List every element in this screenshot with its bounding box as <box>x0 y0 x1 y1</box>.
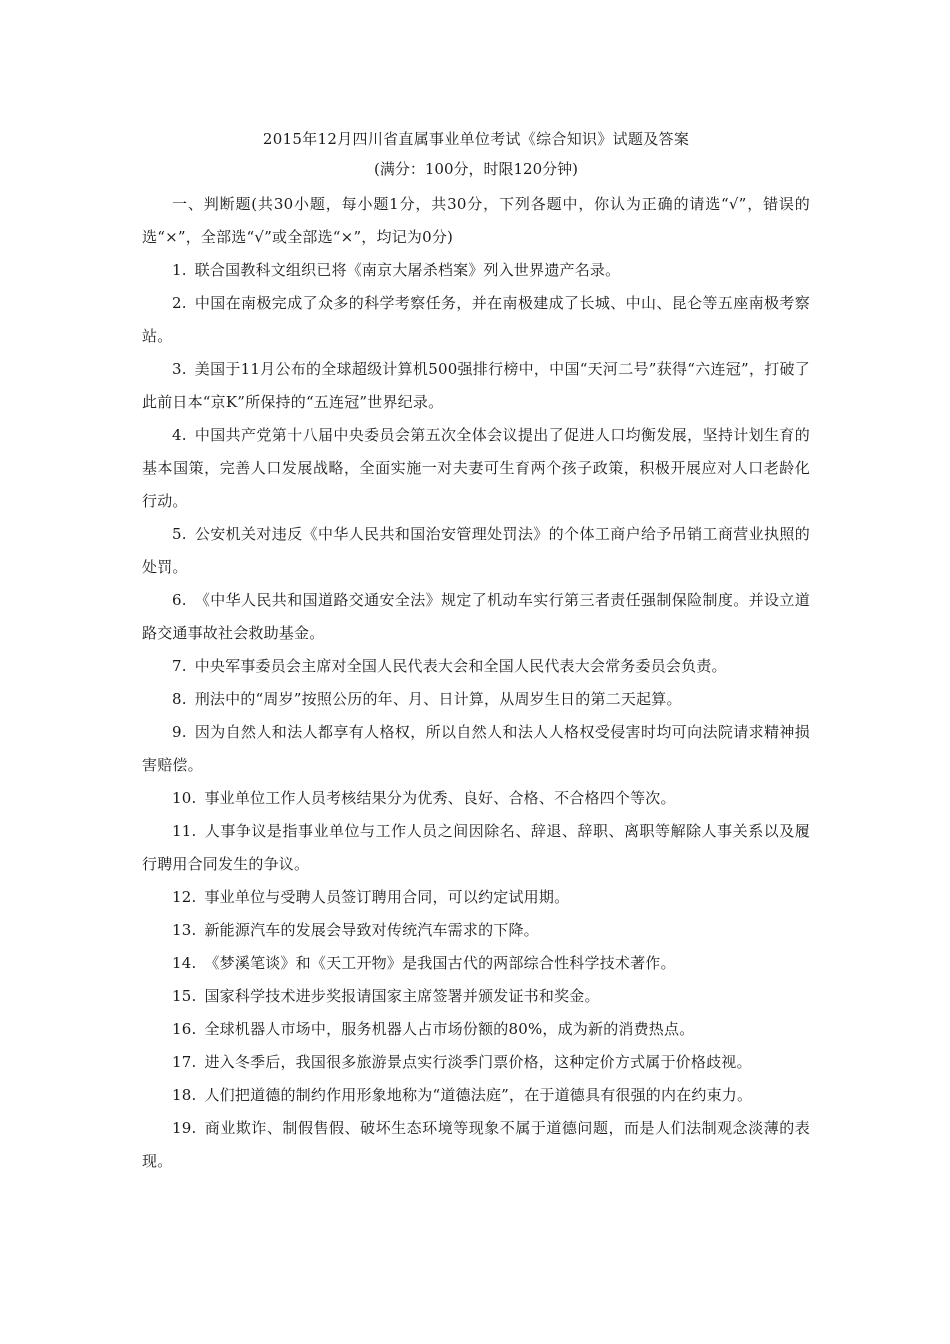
question-item <box>142 287 810 353</box>
document-subtitle: (满分：100分，时限120分钟) <box>374 160 578 178</box>
question-number: 1. <box>172 261 187 279</box>
question-text: 事业单位与受聘人员签订聘用合同，可以约定试用期。 <box>204 888 570 906</box>
question-number: 10. <box>172 789 197 807</box>
question-item <box>142 650 810 683</box>
section-heading: 一、判断题(共30小题，每小题1分，共30分，下列各题中，你认为正确的请选“√”，错误的选“×”，全部选“√”或全部选“×”，均记为0分) <box>142 195 810 246</box>
question-item <box>142 1079 810 1112</box>
question-number: 13. <box>172 921 197 939</box>
question-item <box>142 881 810 914</box>
question-item <box>142 254 810 287</box>
question-number: 8. <box>172 690 187 708</box>
question-number: 4. <box>172 426 187 444</box>
question-text: 中国在南极完成了众多的科学考察任务，并在南极建成了长城、中山、昆仑等五座南极考察站。 <box>142 294 810 345</box>
question-number: 18. <box>172 1086 197 1104</box>
question-text: 《中华人民共和国道路交通安全法》规定了机动车实行第三者责任强制保险制度。并设立道路交通事故社会救助基金。 <box>142 591 810 642</box>
question-number: 2. <box>172 294 187 312</box>
question-item <box>142 980 810 1013</box>
question-text: 因为自然人和法人都享有人格权，所以自然人和法人人格权受侵害时均可向法院请求精神损害赔偿。 <box>142 723 810 774</box>
document-content <box>142 124 810 1178</box>
question-item <box>142 353 810 419</box>
question-text: 刑法中的“周岁”按照公历的年、月、日计算，从周岁生日的第二天起算。 <box>194 690 682 708</box>
question-text: 事业单位工作人员考核结果分为优秀、良好、合格、不合格四个等次。 <box>204 789 676 807</box>
question-number: 5. <box>172 525 187 543</box>
question-text: 人事争议是指事业单位与工作人员之间因除名、辞退、辞职、离职等解除人事关系以及履行聘用合同发生的争议。 <box>142 822 810 873</box>
question-item <box>142 914 810 947</box>
question-list <box>142 254 810 1178</box>
question-number: 6. <box>172 591 187 609</box>
question-number: 7. <box>172 657 187 675</box>
document-title: 2015年12月四川省直属事业单位考试《综合知识》试题及答案 <box>262 130 690 148</box>
question-number: 16. <box>172 1020 197 1038</box>
question-text: 公安机关对违反《中华人民共和国治安管理处罚法》的个体工商户给予吊销工商营业执照的处罚。 <box>142 525 810 576</box>
question-text: 新能源汽车的发展会导致对传统汽车需求的下降。 <box>204 921 539 939</box>
question-item <box>142 716 810 782</box>
question-number: 9. <box>172 723 187 741</box>
question-text: 联合国教科文组织已将《南京大屠杀档案》列入世界遗产名录。 <box>194 261 621 279</box>
question-item <box>142 1046 810 1079</box>
question-item <box>142 782 810 815</box>
question-text: 中国共产党第十八届中央委员会第五次全体会议提出了促进人口均衡发展，坚持计划生育的基本国策，完善人口发展战略，全面实施一对夫妻可生育两个孩子政策，积极开展应对人口老龄化行动。 <box>142 426 810 510</box>
question-number: 15. <box>172 987 197 1005</box>
question-item <box>142 518 810 584</box>
question-text: 《梦溪笔谈》和《天工开物》是我国古代的两部综合性科学技术著作。 <box>204 954 676 972</box>
question-item <box>142 947 810 980</box>
question-item <box>142 1013 810 1046</box>
question-text: 美国于11月公布的全球超级计算机500强排行榜中，中国“天河二号”获得“六连冠”，打破了此前日本“京K”所保持的“五连冠”世界纪录。 <box>142 360 810 411</box>
question-text: 中央军事委员会主席对全国人民代表大会和全国人民代表大会常务委员会负责。 <box>194 657 727 675</box>
question-text: 全球机器人市场中，服务机器人占市场份额的80%，成为新的消费热点。 <box>204 1020 695 1038</box>
question-number: 12. <box>172 888 197 906</box>
question-text: 国家科学技术进步奖报请国家主席签署并颁发证书和奖金。 <box>204 987 600 1005</box>
question-item <box>142 683 810 716</box>
question-number: 19. <box>172 1119 197 1137</box>
question-text: 进入冬季后，我国很多旅游景点实行淡季门票价格，这种定价方式属于价格歧视。 <box>204 1053 752 1071</box>
question-item <box>142 815 810 881</box>
question-item <box>142 584 810 650</box>
question-item <box>142 1112 810 1178</box>
question-number: 11. <box>172 822 197 840</box>
question-number: 14. <box>172 954 197 972</box>
question-number: 3. <box>172 360 187 378</box>
question-number: 17. <box>172 1053 197 1071</box>
question-text: 人们把道德的制约作用形象地称为“道德法庭”，在于道德具有很强的内在约束力。 <box>204 1086 753 1104</box>
question-text: 商业欺诈、制假售假、破坏生态环境等现象不属于道德问题，而是人们法制观念淡薄的表现。 <box>142 1119 810 1170</box>
question-item <box>142 419 810 518</box>
